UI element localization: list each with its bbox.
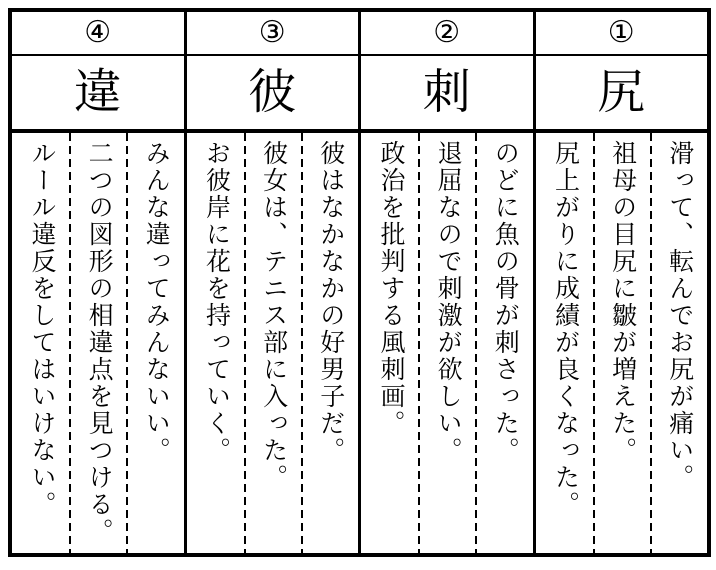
kanji-column-2 xyxy=(358,12,533,553)
example-sentences xyxy=(536,133,708,553)
example-sentence xyxy=(126,133,183,553)
example-sentence xyxy=(12,133,69,553)
kanji-column-4 xyxy=(12,12,184,553)
example-sentence-text: 祖母の目尻に皺が増えた。 xyxy=(608,140,636,464)
example-sentence xyxy=(186,133,243,553)
target-kanji: 違 xyxy=(12,56,184,133)
target-kanji: 尻 xyxy=(536,56,708,133)
example-sentence xyxy=(593,133,650,553)
example-sentence xyxy=(535,133,592,553)
example-sentence-text: 滑って、転んでお尻が痛い。 xyxy=(665,140,693,491)
column-number-label: ① xyxy=(536,12,708,56)
example-sentence-text: のどに魚の骨が刺さった。 xyxy=(491,140,519,464)
example-sentence-text: 退屈なので刺激が欲しい。 xyxy=(434,140,462,464)
example-sentence-text: 彼はなかなかの好男子だ。 xyxy=(316,140,344,464)
example-sentence xyxy=(69,133,126,553)
example-sentence-text: ルール違反をしてはいけない。 xyxy=(27,140,55,518)
column-number-label: ② xyxy=(361,12,533,56)
kanji-worksheet-table xyxy=(8,8,711,557)
column-number-label: ④ xyxy=(12,12,184,56)
target-kanji: 刺 xyxy=(361,56,533,133)
example-sentence xyxy=(475,133,532,553)
example-sentences xyxy=(187,133,359,553)
example-sentence-text: みんな違ってみんないい。 xyxy=(142,140,170,464)
example-sentence-text: 政治を批判する風刺画。 xyxy=(376,140,404,437)
example-sentence xyxy=(418,133,475,553)
example-sentence-text: 彼女は、テニス部に入った。 xyxy=(259,140,287,491)
kanji-column-1 xyxy=(533,12,708,553)
example-sentence xyxy=(650,133,707,553)
example-sentences xyxy=(12,133,184,553)
target-kanji: 彼 xyxy=(187,56,359,133)
kanji-column-3 xyxy=(184,12,359,553)
example-sentence xyxy=(361,133,418,553)
example-sentence xyxy=(244,133,301,553)
example-sentence-text: 二つの図形の相違点を見つける。 xyxy=(85,140,113,545)
example-sentence xyxy=(301,133,358,553)
example-sentence-text: お彼岸に花を持っていく。 xyxy=(202,140,230,464)
example-sentence-text: 尻上がりに成績が良くなった。 xyxy=(551,140,579,518)
example-sentences xyxy=(361,133,533,553)
column-number-label: ③ xyxy=(187,12,359,56)
